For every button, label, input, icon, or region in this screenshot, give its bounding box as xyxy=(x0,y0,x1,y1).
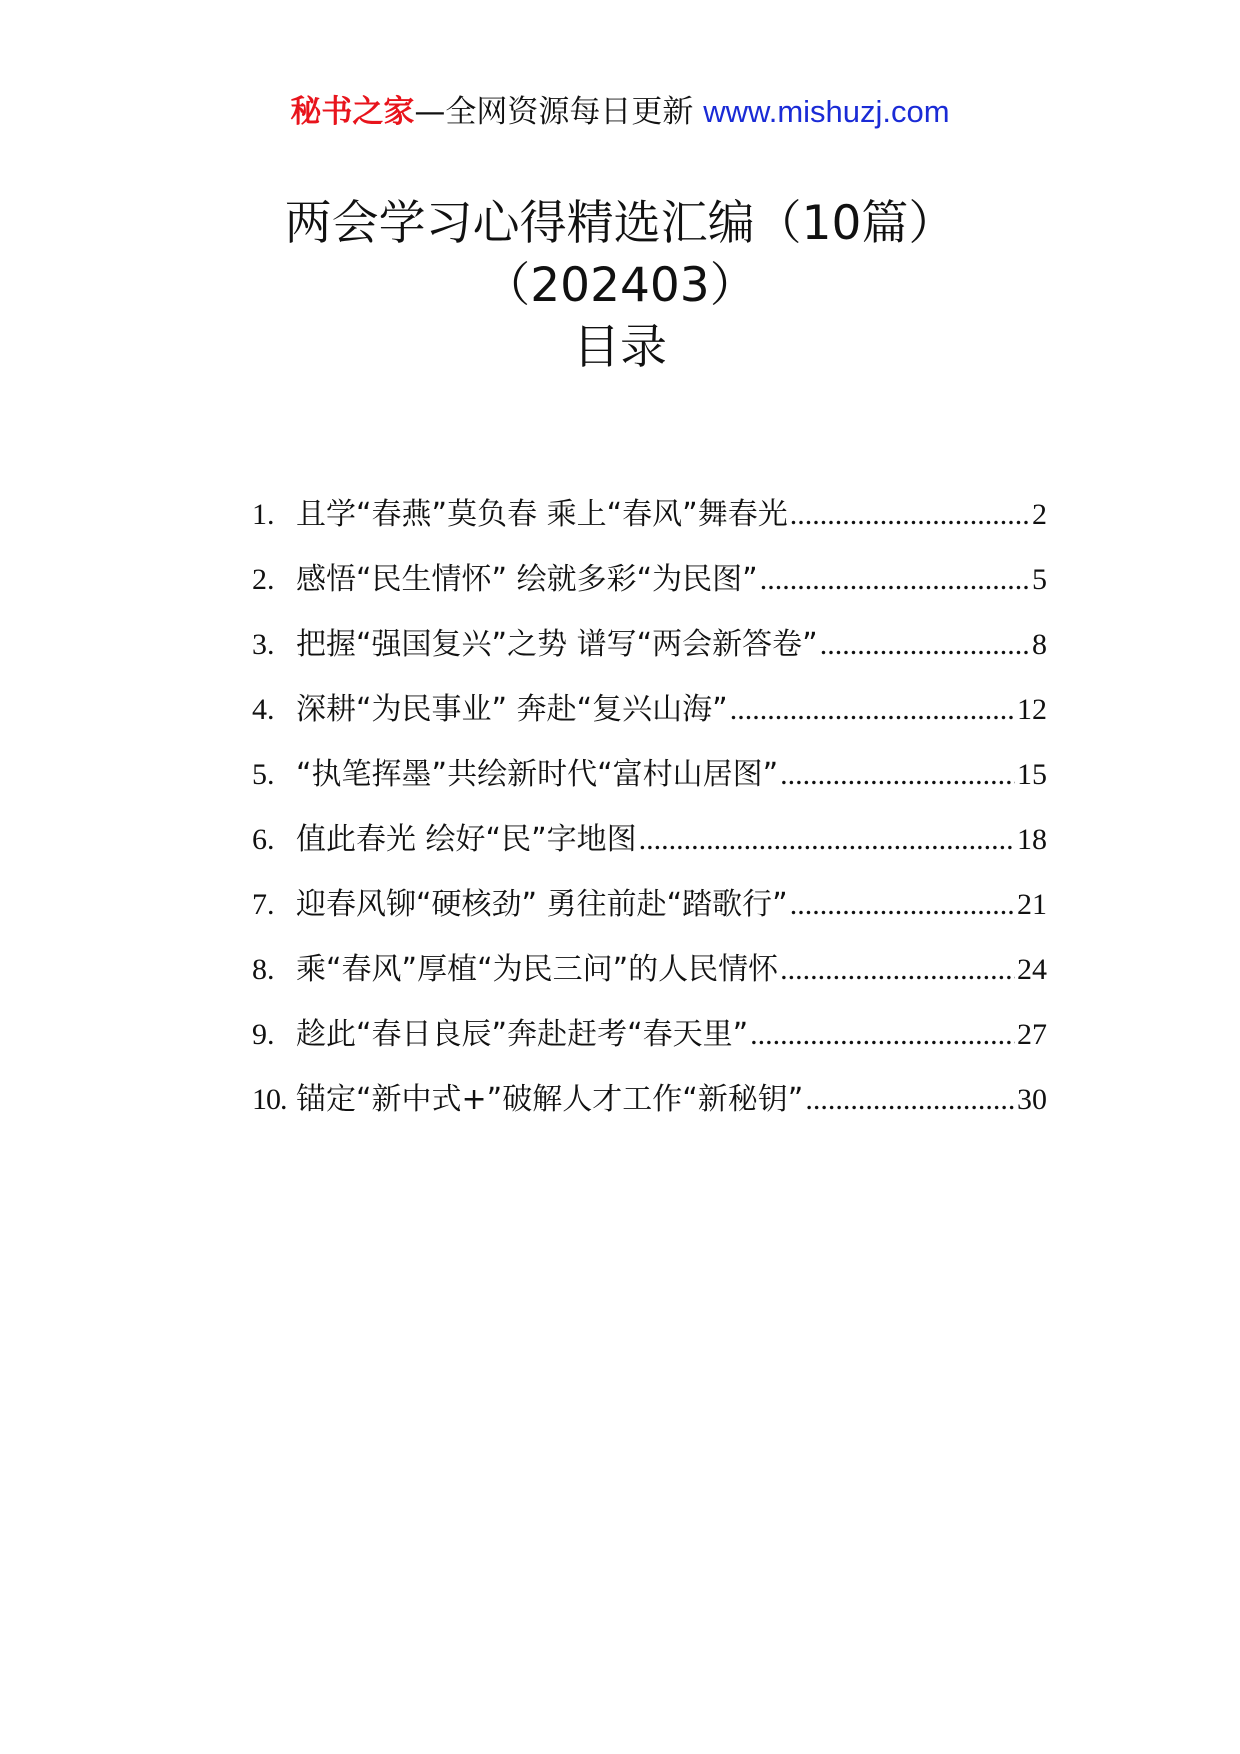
toc-entry[interactable] xyxy=(252,742,1047,807)
toc-entry-title: 锚定“新中式+”破解人才工作“新秘钥” xyxy=(296,1082,804,1117)
toc-entry-number: 6. xyxy=(252,823,275,856)
toc-entry[interactable] xyxy=(252,612,1047,677)
toc-entry-title: 趁此“春日良辰”奔赴赶考“春天里” xyxy=(296,1017,749,1052)
toc-entry-number: 1. xyxy=(252,498,275,531)
toc-entry-number: 4. xyxy=(252,693,275,726)
toc-entry-title: 把握“强国复兴”之势 谱写“两会新答卷” xyxy=(296,627,818,662)
toc-entry[interactable] xyxy=(252,547,1047,612)
toc-leader-dots xyxy=(639,807,1015,872)
toc-leader-dots xyxy=(750,1002,1015,1067)
table-of-contents xyxy=(252,482,1047,1132)
toc-entry-number: 9. xyxy=(252,1018,275,1051)
toc-entry-title: 深耕“为民事业” 奔赴“复兴山海” xyxy=(296,692,728,727)
site-url-link[interactable]: www.mishuzj.com xyxy=(703,94,950,129)
title-date: （202403） xyxy=(483,258,757,313)
toc-leader-dots xyxy=(780,937,1015,1002)
toc-entry[interactable] xyxy=(252,677,1047,742)
toc-entry-page: 21 xyxy=(1017,888,1047,921)
toc-entry-page: 24 xyxy=(1017,953,1047,986)
toc-entry-page: 12 xyxy=(1017,693,1047,726)
toc-entry-title: 乘“春风”厚植“为民三问”的人民情怀 xyxy=(296,952,779,987)
toc-entry[interactable] xyxy=(252,482,1047,547)
toc-leader-dots xyxy=(790,872,1015,937)
toc-entry-number: 3. xyxy=(252,628,275,661)
toc-entry[interactable] xyxy=(252,807,1047,872)
toc-entry-title: 值此春光 绘好“民”字地图 xyxy=(296,822,637,857)
toc-entry[interactable] xyxy=(252,872,1047,937)
toc-leader-dots xyxy=(730,677,1015,742)
slogan: —全网资源每日更新 xyxy=(414,94,694,130)
toc-leader-dots xyxy=(780,742,1015,807)
site-header xyxy=(0,92,1240,132)
toc-entry-page: 18 xyxy=(1017,823,1047,856)
toc-entry-number: 8. xyxy=(252,953,275,986)
toc-entry[interactable] xyxy=(252,937,1047,1002)
toc-entry-title: 且学“春燕”莫负春 乘上“春风”舞春光 xyxy=(296,497,788,532)
title-main: 两会学习心得精选汇编（10篇） xyxy=(284,196,956,251)
toc-leader-dots xyxy=(820,612,1030,677)
toc-entry-number: 2. xyxy=(252,563,275,596)
toc-entry[interactable] xyxy=(252,1002,1047,1067)
title-contents: 目录 xyxy=(573,320,667,375)
toc-entry-title: 感悟“民生情怀” 绘就多彩“为民图” xyxy=(296,562,758,597)
toc-entry-number: 5. xyxy=(252,758,275,791)
toc-entry[interactable] xyxy=(252,1067,1047,1132)
toc-entry-page: 15 xyxy=(1017,758,1047,791)
document-title xyxy=(0,193,1240,379)
toc-leader-dots xyxy=(760,547,1030,612)
toc-entry-number: 7. xyxy=(252,888,275,921)
toc-entry-number: 10. xyxy=(252,1083,287,1116)
toc-entry-page: 2 xyxy=(1032,498,1047,531)
toc-entry-page: 27 xyxy=(1017,1018,1047,1051)
toc-entry-page: 8 xyxy=(1032,628,1047,661)
brand-name: 秘书之家 xyxy=(290,94,415,130)
toc-entry-title: 迎春风铆“硬核劲” 勇往前赴“踏歌行” xyxy=(296,887,788,922)
toc-entry-title: “执笔挥墨”共绘新时代“富村山居图” xyxy=(296,757,779,792)
toc-entry-page: 30 xyxy=(1017,1083,1047,1116)
toc-leader-dots xyxy=(805,1067,1015,1132)
toc-leader-dots xyxy=(790,482,1030,547)
toc-entry-page: 5 xyxy=(1032,563,1047,596)
